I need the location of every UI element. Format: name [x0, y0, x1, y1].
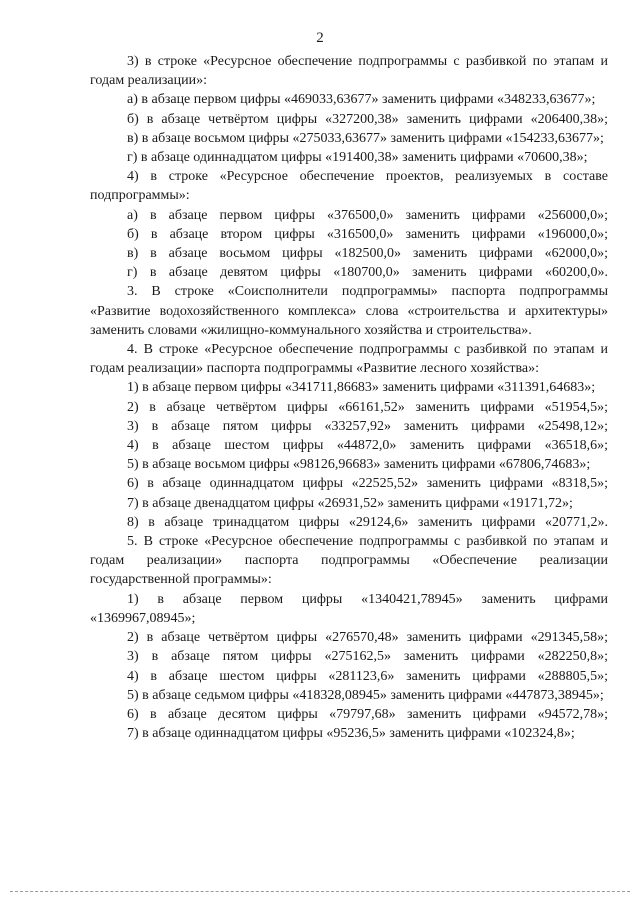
paragraph: 5) в абзаце седьмом цифры «418328,08945» заменить цифрами «447873,38945»; — [127, 687, 604, 703]
paragraph: 7) в абзаце двенадцатом цифры «26931,52» заменить цифрами «19171,72»; — [127, 495, 573, 511]
paragraph: б) в абзаце четвёртом цифры «327200,38» заменить цифрами «206400,38»; — [127, 111, 608, 127]
paragraph: 4) в абзаце шестом цифры «281123,6» заменить цифрами «288805,5»; — [127, 668, 608, 684]
paragraph: 3. В строке «Соисполнители подпрограммы» паспорта подпрограммы «Развитие водохозяйственного комплекса» слова «строительства и архитектуры» заменить словами «жилищно-коммунального хозяйства и строительства». — [90, 284, 608, 338]
paragraph: г) в абзаце девятом цифры «180700,0» заменить цифрами «60200,0». — [127, 265, 608, 281]
paragraph: г) в абзаце одиннадцатом цифры «191400,38» заменить цифрами «70600,38»; — [127, 150, 588, 166]
paragraph: в) в абзаце восьмом цифры «275033,63677» заменить цифрами «154233,63677»; — [127, 130, 604, 146]
paragraph: 6) в абзаце десятом цифры «79797,68» заменить цифрами «94572,78»; — [127, 706, 608, 722]
paragraph: 3) в строке «Ресурсное обеспечение подпрограммы с разбивкой по этапам и годам реализации»: — [90, 54, 608, 89]
paragraph: 4) в абзаце шестом цифры «44872,0» заменить цифрами «36518,6»; — [127, 438, 608, 454]
footer-divider — [10, 891, 630, 892]
paragraph: 4) в строке «Ресурсное обеспечение проектов, реализуемых в составе подпрограммы»: — [90, 169, 608, 204]
paragraph: 7) в абзаце одиннадцатом цифры «95236,5» заменить цифрами «102324,8»; — [127, 726, 575, 742]
paragraph: 5) в абзаце восьмом цифры «98126,96683» заменить цифрами «67806,74683»; — [127, 457, 591, 473]
page-number: 2 — [316, 30, 324, 46]
paragraph: а) в абзаце первом цифры «376500,0» заменить цифрами «256000,0»; — [127, 207, 608, 223]
paragraph: 8) в абзаце тринадцатом цифры «29124,6» заменить цифрами «20771,2». — [127, 514, 608, 530]
paragraph: 5. В строке «Ресурсное обеспечение подпрограммы с разбивкой по этапам и годам реализации» паспорта подпрограммы «Обеспечение реализации государственной программы»: — [90, 534, 608, 588]
paragraph: а) в абзаце первом цифры «469033,63677» заменить цифрами «348233,63677»; — [127, 92, 596, 108]
paragraph: 1) в абзаце первом цифры «1340421,78945» заменить цифрами «1369967,08945»; — [90, 591, 608, 626]
paragraph: б) в абзаце втором цифры «316500,0» заменить цифрами «196000,0»; — [127, 226, 608, 242]
paragraph: 4. В строке «Ресурсное обеспечение подпрограммы с разбивкой по этапам и годам реализации» паспорта подпрограммы «Развитие лесного хозяйства»: — [90, 342, 608, 377]
paragraph: 3) в абзаце пятом цифры «33257,92» заменить цифрами «25498,12»; — [127, 418, 608, 434]
paragraph: 6) в абзаце одиннадцатом цифры «22525,52» заменить цифрами «8318,5»; — [127, 476, 608, 492]
paragraph: 2) в абзаце четвёртом цифры «276570,48» заменить цифрами «291345,58»; — [127, 630, 608, 646]
paragraph: 2) в абзаце четвёртом цифры «66161,52» заменить цифрами «51954,5»; — [127, 399, 608, 415]
paragraph: в) в абзаце восьмом цифры «182500,0» заменить цифрами «62000,0»; — [127, 246, 608, 262]
paragraph: 3) в абзаце пятом цифры «275162,5» заменить цифрами «282250,8»; — [127, 649, 608, 665]
paragraph: 1) в абзаце первом цифры «341711,86683» заменить цифрами «311391,64683»; — [127, 380, 596, 396]
document-body — [90, 52, 608, 743]
